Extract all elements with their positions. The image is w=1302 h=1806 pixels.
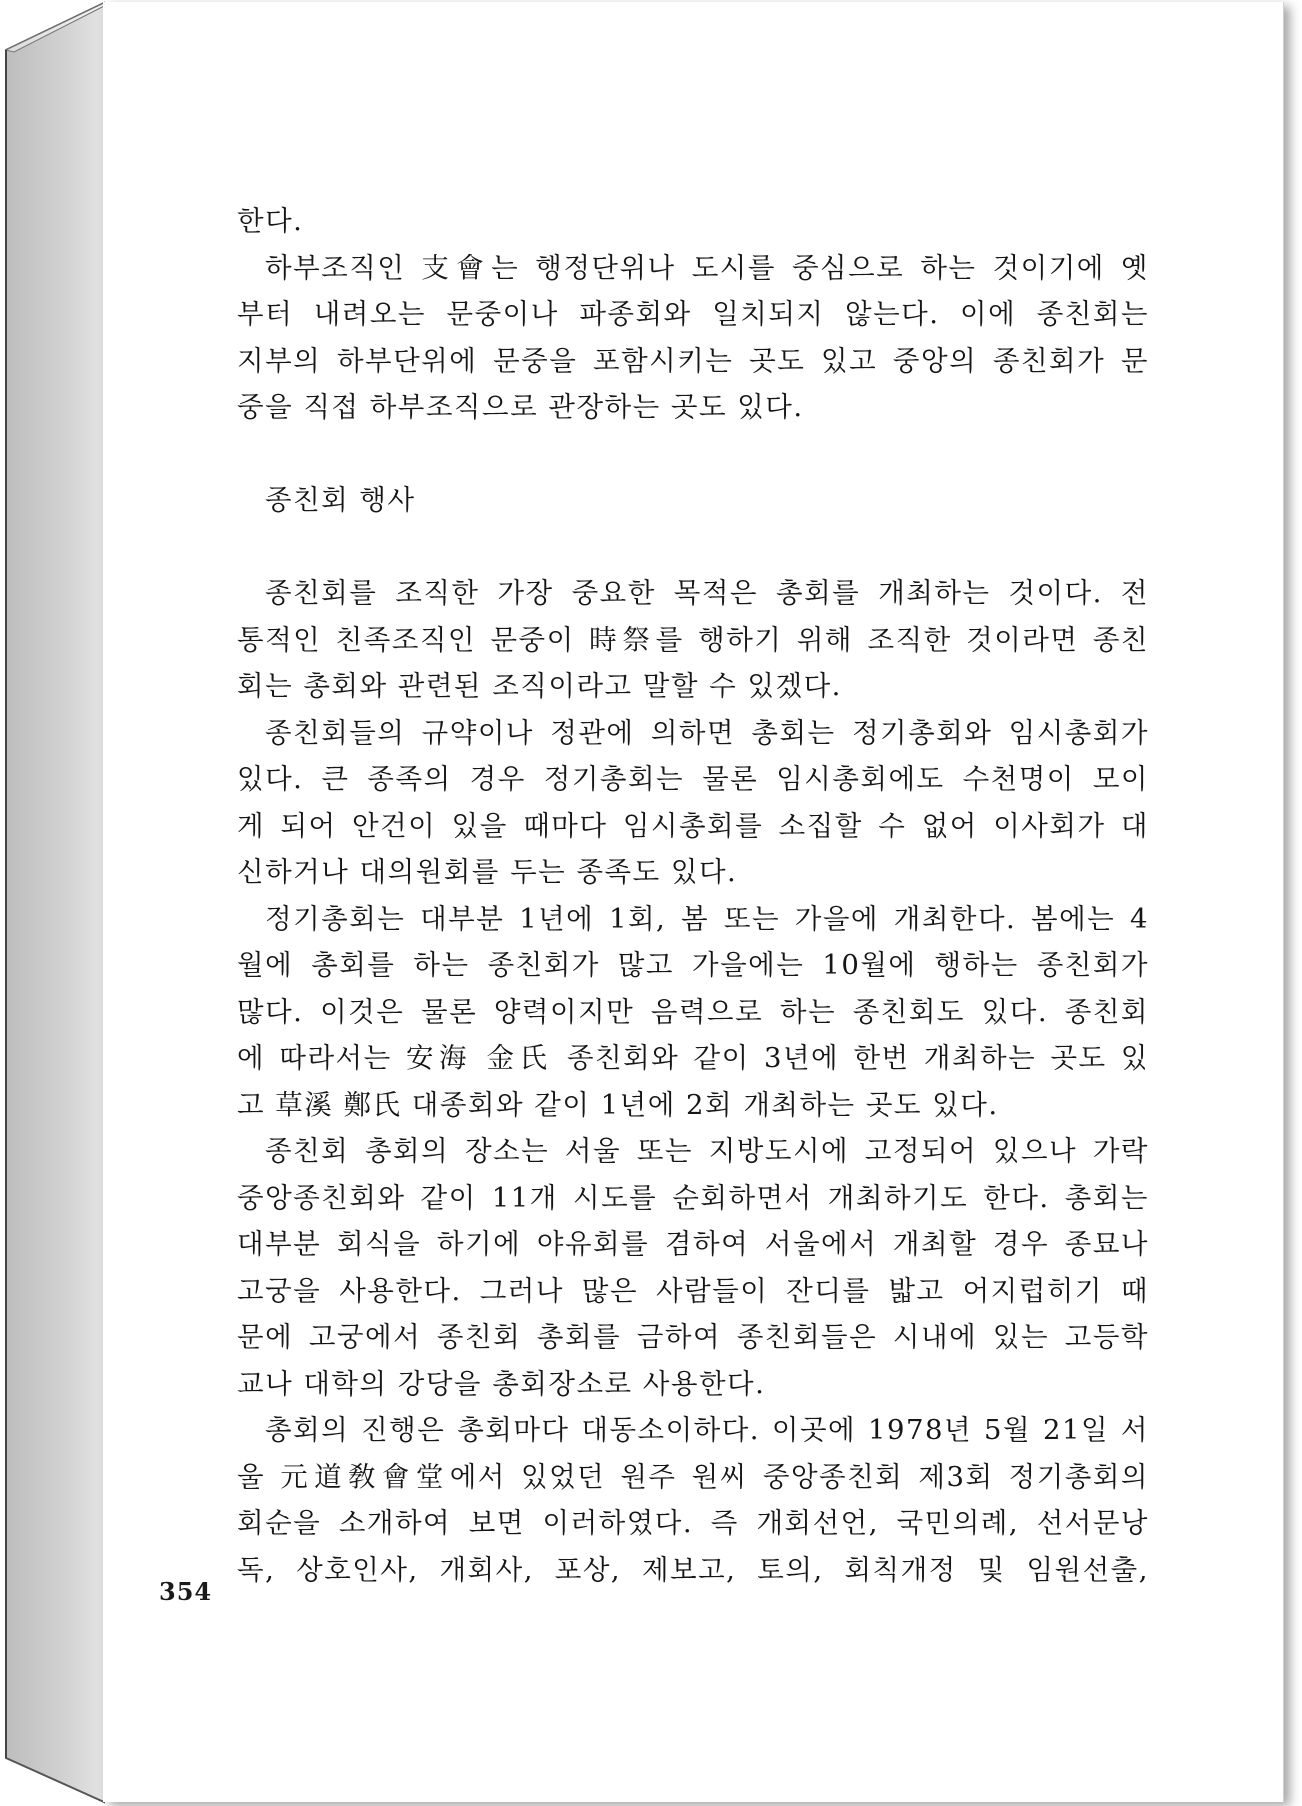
page-number: 354 (159, 1577, 213, 1606)
text-line: 울 元道敎會堂에서 있었던 원주 원씨 중앙종친회 제3회 정기총회의 (237, 1460, 1149, 1493)
text-line: 부터 내려오는 문중이나 파종회와 일치되지 않는다. 이에 종친회는 (237, 298, 1149, 330)
text-line: 한다. (237, 205, 304, 237)
text-line: 종친회를 조직한 가장 중요한 목적은 총회를 개최하는 것이다. 전 (265, 577, 1149, 609)
blank-line (237, 524, 1149, 571)
text-line: 지부의 하부단위에 문중을 포함시키는 곳도 있고 중앙의 종친회가 문 (237, 344, 1149, 377)
text-line: 고궁을 사용한다. 그러나 많은 사람들이 잔디를 밟고 어지럽히기 때 (237, 1274, 1149, 1307)
text-line: 에 따라서는 安海 金氏 종친회와 같이 3년에 한번 개최하는 곳도 있 (237, 1042, 1149, 1074)
text-line: 있다. 큰 종족의 경우 정기총회는 물론 임시총회에도 수천명이 모이 (237, 763, 1149, 795)
section-heading: 종친회 행사 (265, 484, 416, 516)
text-line: 회는 총회와 관련된 조직이라고 말할 수 있겠다. (237, 670, 842, 702)
text-line: 독, 상호인사, 개회사, 포상, 제보고, 토의, 회칙개정 및 임원선출, (237, 1553, 1149, 1586)
text-line: 고 草溪 鄭氏 대종회와 같이 1년에 2회 개최하는 곳도 있다. (237, 1088, 999, 1121)
text-line: 총회의 진행은 총회마다 대동소이하다. 이곳에 1978년 5월 21일 서 (265, 1414, 1149, 1446)
text-line: 회순을 소개하여 보면 이러하였다. 즉 개회선언, 국민의례, 선서문낭 (237, 1507, 1149, 1539)
page-text-body (237, 198, 1149, 1593)
text-line: 정기총회는 대부분 1년에 1회, 봄 또는 가을에 개최한다. 봄에는 4 (265, 902, 1149, 935)
book-page (103, 2, 1284, 1802)
text-line: 종친회들의 규약이나 정관에 의하면 총회는 정기총회와 임시총회가 (265, 716, 1149, 749)
text-line: 하부조직인 支會는 행정단위나 도시를 중심으로 하는 것이기에 옛 (265, 251, 1149, 284)
text-line: 대부분 회식을 하기에 야유회를 겸하여 서울에서 개최할 경우 종묘나 (237, 1228, 1149, 1260)
text-line: 월에 총회를 하는 종친회가 많고 가을에는 10월에 행하는 종친회가 (237, 949, 1149, 981)
text-line: 중을 직접 하부조직으로 관장하는 곳도 있다. (237, 391, 804, 423)
text-line: 통적인 친족조직인 문중이 時祭를 행하기 위해 조직한 것이라면 종친 (237, 623, 1149, 656)
text-line: 중앙종친회와 같이 11개 시도를 순회하면서 개최하기도 한다. 총회는 (237, 1181, 1149, 1214)
text-line: 문에 고궁에서 종친회 총회를 금하여 종친회들은 시내에 있는 고등학 (237, 1321, 1149, 1353)
text-line: 교나 대학의 강당을 총회장소로 사용한다. (237, 1367, 766, 1400)
blank-line (237, 431, 1149, 478)
text-line: 많다. 이것은 물론 양력이지만 음력으로 하는 종친회도 있다. 종친회 (237, 995, 1149, 1028)
text-line: 게 되어 안건이 있을 때마다 임시총회를 소집할 수 없어 이사회가 대 (237, 809, 1149, 842)
text-line: 종친회 총회의 장소는 서울 또는 지방도시에 고정되어 있으나 가락 (265, 1135, 1149, 1167)
text-line: 신하거나 대의원회를 두는 종족도 있다. (237, 856, 738, 888)
